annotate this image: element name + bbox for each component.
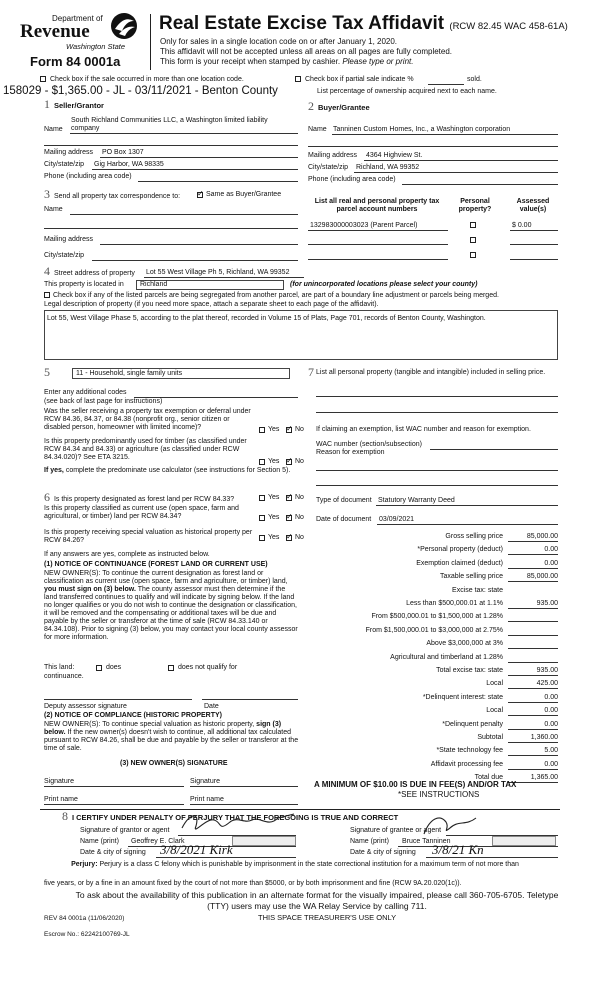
calc-row-line [508, 568, 558, 569]
partial-sale-checkbox[interactable] [295, 76, 301, 82]
calc-row-line [508, 688, 558, 689]
reason-line-2[interactable] [316, 485, 558, 486]
section-5-number: 5 [44, 365, 50, 379]
grantee-date-line [426, 857, 558, 858]
perjury-text-2: five years, or by a fine in an amount fixed by the court of not more than $5000, or by both imprisonment and fine (RCW 9A.20.020(1c)). [44, 880, 462, 887]
grantor-sig-label: Signature of grantor or agent [80, 827, 170, 834]
calc-row-label: Local [486, 707, 503, 715]
deputy-date-label: Date [204, 703, 219, 710]
deputy-date-field[interactable] [202, 699, 298, 700]
calc-row-label: *Personal property (deduct) [417, 546, 503, 554]
q2-yes-label: Yes [268, 458, 280, 465]
calc-row-value[interactable]: 0.00 [544, 559, 558, 567]
perjury-notice [60, 861, 530, 869]
seller-city-line [92, 169, 298, 170]
doc-date-line [377, 524, 558, 525]
section-6-number: 6 [44, 490, 50, 504]
doc-type-label: Type of document [316, 497, 372, 504]
timber-question: Is this property predominantly used for timber (as classified under RCW 84.34 and 84.33) or agriculture (as classified under RCW 84.34.020)? See ETA 3215. [44, 438, 247, 462]
buyer-heading [308, 100, 370, 114]
grantee-signature-image [420, 812, 480, 838]
street-address-row [44, 265, 135, 279]
seller-name-field[interactable]: South Richland Communities LLC, a Washington limited liability company [71, 117, 268, 133]
partial-sale-label: Check box if partial sale indicate % [305, 76, 414, 83]
calc-row-label: Total excise tax: state [436, 667, 503, 674]
buyer-phone-field[interactable] [402, 184, 558, 185]
perjury-label: Perjury: [71, 861, 98, 868]
form-title [159, 13, 568, 35]
notice-3-heading: (3) NEW OWNER(S) SIGNATURE [120, 760, 228, 767]
grantee-sig-label: Signature of grantee or agent [350, 827, 442, 834]
forest-land-row [44, 491, 234, 505]
grantee-date-value[interactable]: 3/8/21 Kn [432, 842, 484, 857]
doc-date-value[interactable]: 03/09/2021 [379, 516, 415, 523]
header-line-3a: This form is your receipt when stamped by cashier. [160, 57, 341, 66]
grantor-name-label: Name (print) [80, 838, 119, 845]
grantor-name-stamp [232, 836, 296, 846]
timber-note-text: complete the predominate use calculator (see instructions for Section 5). [65, 467, 291, 474]
calc-row-line [508, 581, 558, 582]
s6-q2-yes-checkbox[interactable] [259, 515, 265, 521]
s6-q3-no-check-icon: ✓ [286, 532, 293, 541]
reason-line-1[interactable] [316, 470, 558, 471]
continuance-label: continuance. [44, 673, 84, 680]
grantor-name-value[interactable]: Geoffrey E. Clark [131, 838, 185, 845]
see-back-label: (see back of last page for instructions) [44, 398, 163, 405]
corr-city-field[interactable] [92, 260, 298, 261]
s6-q3-yes-label: Yes [268, 534, 280, 541]
header-line-3b: Please type or print. [342, 57, 414, 66]
calc-row-line [508, 742, 558, 743]
parcel-2-personal-checkbox[interactable] [470, 237, 476, 243]
form-title-text: Real Estate Excise Tax Affidavit [159, 13, 445, 34]
parcel-1-personal-checkbox[interactable] [470, 222, 476, 228]
calc-row-label: From $1,500,000.01 to $3,000,000 at 2.75% [365, 626, 503, 634]
buyer-city-field[interactable]: Richland, WA 99352 [356, 164, 420, 171]
calc-row-label: From $500,000.01 to $1,500,000 at 1.28% [371, 613, 503, 621]
personal-property-line-1[interactable] [316, 396, 558, 397]
grantor-date-value[interactable]: 3/8/2021 Kirk [160, 842, 233, 857]
calc-row-line [508, 608, 558, 609]
s6-q3-yes-checkbox[interactable] [259, 535, 265, 541]
multi-location-label: Check box if the sale occurred in more than one location code. [50, 76, 244, 83]
ada-notice: To ask about the availability of this publication in an alternate format for the visually impaired, please call 360-705-6705. Teletype (TTY) users may use the WA Relay Service by calling 711. [75, 890, 559, 911]
calc-row-line [508, 729, 558, 730]
escrow-number: Escrow No.: 62242100769-JL [44, 931, 130, 938]
calc-row-line [508, 541, 558, 542]
calc-row-value[interactable]: 1,365.00 [530, 774, 558, 782]
doc-type-value[interactable]: Statutory Warranty Deed [378, 497, 455, 504]
section-1-number: 1 [44, 97, 50, 111]
s6-q1-yes-label: Yes [268, 494, 280, 501]
seller-city-field[interactable]: Gig Harbor, WA 98335 [94, 161, 164, 168]
parcel-1[interactable]: 132983000003023 (Parent Parcel) [310, 222, 418, 229]
q1-no-check-icon: ✓ [286, 424, 293, 433]
s6-q2-no-label: No [295, 514, 304, 521]
current-use-question: Is this property classified as current use (open space, farm and agricultural, or timber) land per RCW 84.34? [44, 505, 239, 521]
calc-row-line [508, 621, 558, 622]
notice-1-heading: (1) NOTICE OF CONTINUANCE (FOREST LAND OR CURRENT USE) [44, 561, 268, 568]
parcel-2-assessed[interactable] [510, 244, 558, 245]
corr-name-label: Name [44, 206, 63, 213]
send-correspondence-label: Send all property tax correspondence to: [53, 193, 181, 200]
certify-text: I CERTIFY UNDER PENALTY OF PERJURY THAT THE FOREGOING IS TRUE AND CORRECT [71, 813, 399, 822]
section-3-number: 3 [44, 187, 50, 201]
calc-row-label: Agricultural and timberland at 1.28% [390, 653, 503, 661]
notice-1-c: The county assessor must then determine if the land transferred continues to qualify and will indicate by signing below. If the land no longer qualifies or you do not wish to continue the designation or classification, it will be removed and the compensating or additional taxes will be due and payable by the seller or transferor at the time of sale (RCW 84.33.140 or 84.34.108). Prior to signing (3) below, you may contact your local county assessor for more information. [44, 586, 298, 642]
unincorporated-text: (for unincorporated locations please select your county) [290, 281, 478, 288]
grantor-signature-image [178, 810, 298, 836]
dor-revenue-logo-text: Revenue [20, 21, 90, 42]
same-as-buyer-label: Same as Buyer/Grantee [206, 191, 282, 198]
buyer-mail-line [364, 160, 558, 161]
segregated-label: Check box if any of the listed parcels are being segregated from another parcel, are part of a boundary line adjustment or parcels being merged. [53, 292, 499, 299]
section-4-number: 4 [44, 264, 50, 278]
calc-row-value[interactable]: 0.00 [544, 720, 558, 728]
calc-row-label: Affidavit processing fee [430, 760, 503, 768]
calc-row-value[interactable]: 0.00 [544, 693, 558, 701]
q1-yes-label: Yes [268, 426, 280, 433]
calc-row-label: Subtotal [477, 734, 503, 741]
header-divider [150, 14, 151, 70]
land-does-label: does [106, 664, 122, 671]
dor-dept-of: Department of [52, 14, 103, 23]
land-use-value: 11 - Household, single family units [76, 370, 183, 377]
calc-row-line [508, 635, 558, 636]
same-as-buyer-check-icon: ✓ [197, 189, 204, 198]
deputy-signature-field[interactable] [44, 699, 192, 700]
wac-field[interactable] [430, 449, 558, 450]
legal-value: Lot 55, West Village Phase 5, according to the plat thereof, recorded in Volume 15 of Plats, Page 701, records of Benton County, Washington. [47, 315, 486, 322]
street-line [144, 277, 304, 278]
notice-2-c: If the new owner(s) doesn't wish to continue, all additional tax calculated pursuant to RCW 84.26, shall be due and payable by the seller or transferor at the time of sale. [44, 729, 299, 753]
form-number: Form 84 0001a [30, 54, 121, 69]
calc-row-value[interactable]: 0.00 [544, 546, 558, 554]
corr-city-label: City/state/zip [44, 252, 85, 259]
partial-sale-percent-field[interactable] [428, 84, 464, 85]
buyer-mail-field[interactable]: 4364 Highview St. [366, 152, 423, 159]
partial-sale-sold: sold. [467, 76, 482, 83]
doc-date-label: Date of document [316, 516, 372, 523]
deputy-signature-label: Deputy assessor signature [44, 703, 127, 710]
new-owner-sig-1-label: Signature [44, 778, 74, 785]
this-land-label: This land: [44, 664, 75, 671]
new-owner-sig-1[interactable] [44, 786, 184, 787]
col-parcel-header: List all real and personal property tax parcel account numbers [314, 198, 440, 214]
land-does-not-label: does not qualify for [178, 664, 238, 671]
s6-q1-no-label: No [295, 494, 304, 501]
calc-row-line [508, 662, 558, 663]
exemption-label: If claiming an exemption, list WAC number and reason for exemption. [316, 426, 531, 433]
parcel-3-assessed[interactable] [510, 259, 558, 260]
perjury-text: Perjury is a class C felony which is punishable by imprisonment in the state correctional institution for a maximum term of not more than [99, 861, 519, 868]
calc-row-line [508, 554, 558, 555]
located-value: Richland [140, 281, 168, 288]
seller-mail-label: Mailing address [44, 149, 94, 156]
calc-row-value[interactable]: 0.00 [544, 760, 558, 768]
revision-label: REV 84 0001a (11/06/2020) [44, 915, 125, 922]
calc-row-label: Local [486, 680, 503, 688]
located-label: This property is located in [44, 281, 124, 288]
calc-row-label: Less than $500,000.01 at 1.1% [406, 600, 503, 607]
notice-2-b: sign (3) below. [44, 721, 282, 737]
reason-label: Reason for exemption [316, 449, 385, 456]
calc-row-line [508, 702, 558, 703]
if-yes-note: If any answers are yes, complete as instructed below. [44, 551, 210, 558]
see-instructions: *SEE INSTRUCTIONS [398, 790, 480, 799]
buyer-name-line-1 [332, 134, 558, 135]
buyer-mail-label: Mailing address [308, 152, 358, 159]
dor-logo-icon [110, 11, 138, 41]
calc-row-value[interactable]: 0.00 [544, 707, 558, 715]
q2-no-label: No [295, 458, 304, 465]
buyer-name-field[interactable]: Tanninen Custom Homes, Inc., a Washington corporation [333, 126, 511, 133]
s6-q2-no-check-icon: ✓ [286, 512, 293, 521]
parcel-3-field[interactable] [308, 259, 448, 260]
buyer-city-line [354, 172, 558, 173]
col-assessed-header: Assessed value(s) [516, 198, 550, 214]
s6-q3-no-label: No [295, 534, 304, 541]
buyer-city-label: City/state/zip [308, 164, 349, 171]
historic-question: Is this property receiving special valuation as historical property per RCW 84.26? [44, 529, 253, 545]
corr-mail-label: Mailing address [44, 236, 94, 243]
partial-note: List percentage of ownership acquired next to each name. [317, 88, 497, 95]
street-value[interactable]: Lot 55 West Village Ph 5, Richland, WA 99352 [146, 269, 290, 276]
corr-name-line-2 [44, 228, 298, 229]
personal-property-label: List all personal property (tangible and intangible) included in selling price. [316, 369, 546, 376]
buyer-phone-label: Phone (including area code) [308, 176, 396, 183]
dor-state: Washington State [66, 42, 126, 51]
seller-phone-field[interactable] [138, 181, 298, 182]
legal-label: Legal description of property (if you need more space, attach a separate sheet to each page of the affidavit). [44, 301, 379, 308]
s6-q1-no-check-icon: ✓ [286, 492, 293, 501]
personal-property-line-2[interactable] [316, 412, 558, 413]
timber-note [44, 467, 294, 475]
calc-row-label: Above $3,000,000 at 3% [426, 640, 503, 648]
notice-2-a: NEW OWNER(S): To continue special valuation as historic property, [44, 721, 255, 728]
calc-row-label: Total due [474, 774, 503, 782]
calc-row-line [508, 715, 558, 716]
calc-row-label: *State technology fee [436, 747, 503, 755]
calc-row-line [508, 675, 558, 676]
buyer-name-label: Name [308, 126, 327, 133]
q2-yes-checkbox[interactable] [259, 459, 265, 465]
land-does-checkbox[interactable] [96, 665, 102, 671]
new-owner-sig-2[interactable] [190, 786, 298, 787]
timber-note-bold: If yes, [44, 467, 64, 474]
minimum-due: A MINIMUM OF $10.00 IS DUE IN FEE(S) AND/OR TAX [314, 780, 517, 789]
header-line-3 [160, 57, 413, 66]
notice-2-heading: (2) NOTICE OF COMPLIANCE (HISTORIC PROPERTY) [44, 712, 222, 719]
calc-row-value[interactable]: 85,000.00 [526, 533, 558, 540]
section-7-number: 7 [308, 365, 314, 379]
seller-name-label: Name [44, 126, 63, 133]
parcel-1-line [308, 230, 448, 231]
new-owner-sig-2-label: Signature [190, 778, 220, 785]
calc-row-label: Gross selling price [445, 533, 503, 540]
calc-row-value[interactable]: 5.00 [544, 747, 558, 755]
multi-location-checkbox[interactable] [40, 76, 46, 82]
notice-2-body [44, 721, 299, 753]
grantor-date-label: Date & city of signing [80, 849, 146, 856]
header-line-1: Only for sales in a single location code on or after January 1, 2020. [160, 37, 398, 46]
treasurer-use-label: THIS SPACE TREASURER'S USE ONLY [258, 913, 397, 922]
calc-row-label: Exemption claimed (deduct) [416, 559, 503, 567]
parcel-1-assessed-line [510, 230, 558, 231]
seller-name-line-1 [70, 133, 298, 134]
new-owner-name-1-label: Print name [44, 796, 78, 803]
parcel-1-assessed[interactable]: $ 0.00 [512, 222, 532, 229]
parcel-2-field[interactable] [308, 244, 448, 245]
notice-1-body [44, 570, 299, 642]
street-label: Street address of property [53, 270, 135, 277]
corr-mail-field[interactable] [100, 244, 298, 245]
unincorporated-note [290, 281, 477, 289]
calc-row-line [508, 648, 558, 649]
seller-mail-line [100, 157, 298, 158]
exemption-question: Was the seller receiving a property tax exemption or deferral under RCW 84.36, 84.37, or 84.38 (nonprofit org., senior citizen or disabled person, homeowner with limited income)? [44, 408, 251, 432]
new-owner-name-2[interactable] [190, 804, 298, 805]
buyer-name-line-2 [308, 146, 558, 147]
corr-name-field[interactable] [70, 214, 298, 215]
header-line-2: This affidavit will not be accepted unless all areas on all pages are fully completed. [160, 47, 453, 56]
buyer-heading-text: Buyer/Grantee [317, 103, 370, 112]
grantee-name-label: Name (print) [350, 838, 389, 845]
grantor-date-line [156, 857, 296, 858]
wac-label: WAC number (section/subsection) [316, 441, 422, 448]
calc-row-value[interactable]: 85,000.00 [526, 573, 558, 581]
col-personal-header: Personal property? [458, 198, 492, 214]
s6-q1-yes-checkbox[interactable] [259, 495, 265, 501]
calc-row-line [508, 755, 558, 756]
section-8-number: 8 [62, 809, 68, 823]
forest-question: Is this property designated as forest land per RCW 84.33? [53, 496, 235, 503]
notice-1-a: NEW OWNER(S): To continue the current designation as forest land or classification as current use (open space, farm and agriculture, or timber) land, [44, 570, 288, 586]
land-does-not-checkbox[interactable] [168, 665, 174, 671]
seller-name-line-2 [44, 145, 298, 146]
calc-row-value[interactable]: 425.00 [536, 680, 558, 688]
seller-heading-text: Seller/Grantor [53, 101, 104, 110]
calc-row-label: Taxable selling price [439, 573, 503, 581]
calc-row-label: *Delinquent penalty [442, 720, 503, 728]
new-owner-name-2-label: Print name [190, 796, 224, 803]
calc-row-value[interactable]: 935.00 [536, 600, 558, 607]
section-2-number: 2 [308, 99, 314, 113]
doc-type-line [376, 505, 558, 506]
seller-mail-field[interactable]: PO Box 1307 [102, 149, 144, 156]
recording-stamp: 158029 - $1,365.00 - JL - 03/11/2021 - Benton County [3, 85, 278, 97]
grantee-name-value[interactable]: Bruce Tanninen [402, 838, 451, 845]
q1-yes-checkbox[interactable] [259, 427, 265, 433]
segregated-checkbox[interactable] [44, 292, 50, 298]
seller-city-label: City/state/zip [44, 161, 85, 168]
calc-row-value[interactable]: 935.00 [536, 667, 558, 674]
additional-codes-label: Enter any additional codes [44, 389, 127, 396]
grantee-date-label: Date & city of signing [350, 849, 416, 856]
q1-no-label: No [295, 426, 304, 433]
form-title-ref: (RCW 82.45 WAC 458-61A) [449, 21, 568, 32]
notice-1-b: you must sign on (3) below. [44, 586, 136, 594]
seller-phone-label: Phone (including area code) [44, 173, 132, 180]
parcel-3-personal-checkbox[interactable] [470, 252, 476, 258]
calc-row-value[interactable]: 1,360.00 [530, 734, 558, 741]
calc-row-line [508, 769, 558, 770]
q2-no-check-icon: ✓ [286, 456, 293, 465]
new-owner-name-1[interactable] [44, 804, 184, 805]
calc-row-label: Excise tax: state [452, 586, 503, 594]
grantee-name-stamp [492, 836, 556, 846]
seller-heading [44, 98, 104, 112]
s6-q2-yes-label: Yes [268, 514, 280, 521]
section-3-send [44, 188, 180, 202]
calc-row-label: *Delinquent interest: state [422, 693, 503, 701]
